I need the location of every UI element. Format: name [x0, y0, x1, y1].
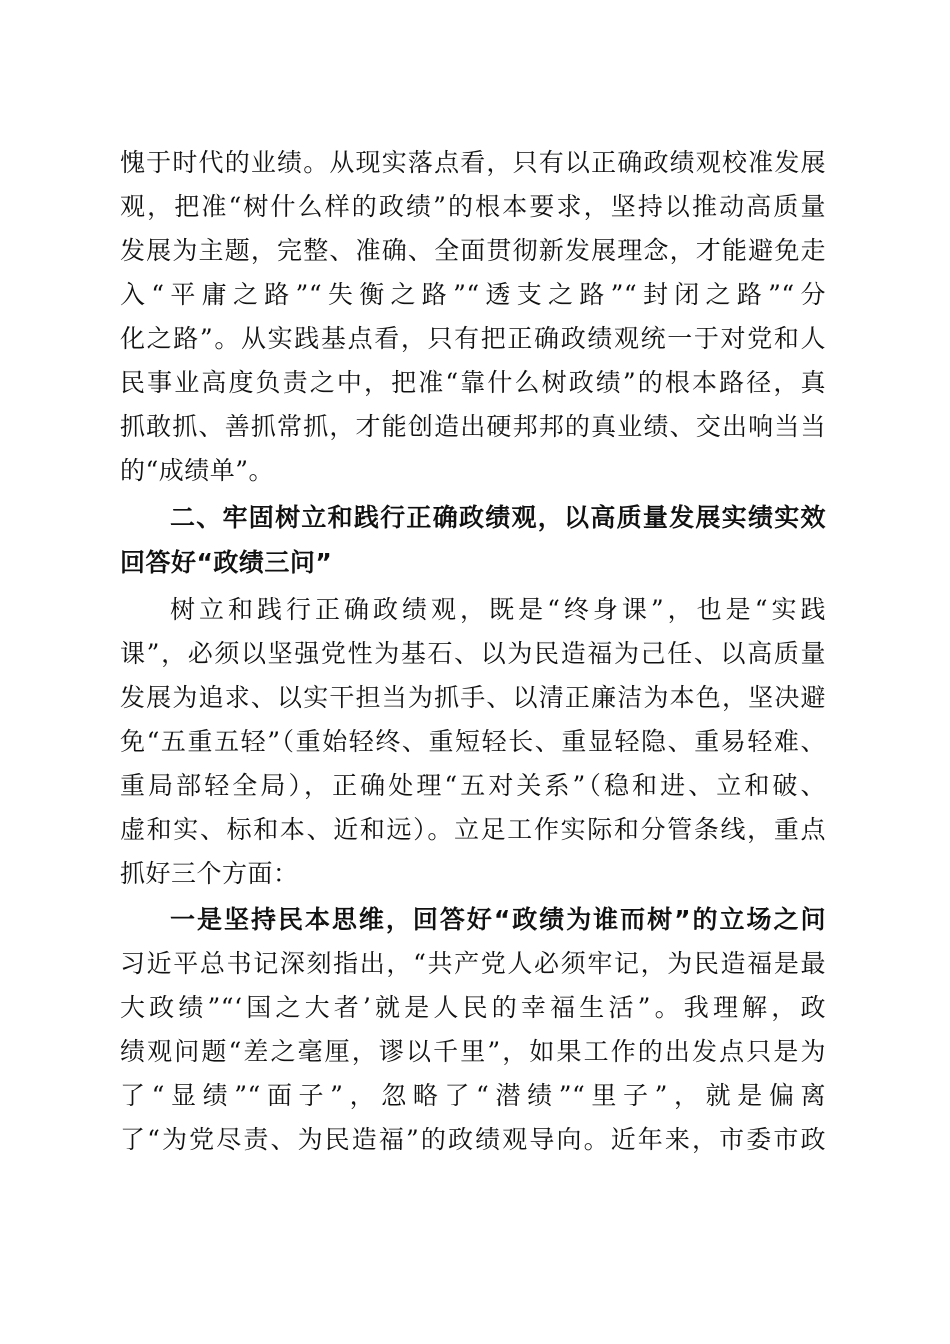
- section-heading: 二、牢固树立和践行正确政绩观，以高质量发展实绩实效: [170, 503, 826, 532]
- body-line: 发展为追求、以实干担当为抓手、以清正廉洁为本色，坚决避: [120, 683, 826, 712]
- body-line: 大政绩”“‘国之大者’就是人民的幸福生活”。我理解，政: [120, 993, 826, 1022]
- body-line: 虚和实、标和本、近和远）。立足工作实际和分管条线，重点: [120, 815, 826, 844]
- body-line: 树立和践行正确政绩观，既是“终身课”，也是“实践: [170, 595, 826, 624]
- body-line: 绩观问题“差之毫厘，谬以千里”，如果工作的出发点只是为: [120, 1037, 826, 1066]
- body-line: 重局部轻全局），正确处理“五对关系”（稳和进、立和破、: [120, 771, 826, 800]
- body-line: 免“五重五轻”（重始轻终、重短轻长、重显轻隐、重易轻难、: [120, 727, 826, 756]
- body-line: 了“为党尽责、为民造福”的政绩观导向。近年来，市委市政: [120, 1125, 826, 1154]
- section-heading: 回答好“政绩三问”: [120, 548, 333, 577]
- body-line: 愧于时代的业绩。从现实落点看，只有以正确政绩观校准发展: [120, 148, 826, 177]
- body-line: 民事业高度负责之中，把准“靠什么树政绩”的根本路径，真: [120, 368, 826, 397]
- body-line: 抓好三个方面：: [120, 859, 299, 888]
- body-line: 观，把准“树什么样的政绩”的根本要求，坚持以推动高质量: [120, 192, 826, 221]
- body-line: 发展为主题，完整、准确、全面贯彻新发展理念，才能避免走: [120, 236, 826, 265]
- body-line: 课”，必须以坚强党性为基石、以为民造福为己任、以高质量: [120, 639, 826, 668]
- body-line: 了“显绩”“面子”，忽略了“潜绩”“里子”，就是偏离: [120, 1081, 826, 1110]
- body-line: 习近平总书记深刻指出，“共产党人必须牢记，为民造福是最: [120, 949, 826, 978]
- body-line: 化之路”。从实践基点看，只有把正确政绩观统一于对党和人: [120, 324, 826, 353]
- body-line: 的“成绩单”。: [120, 456, 275, 485]
- body-line: 抓敢抓、善抓常抓，才能创造出硬邦邦的真业绩、交出响当当: [120, 412, 826, 441]
- subsection-heading: 一是坚持民本思维，回答好“政绩为谁而树”的立场之问: [170, 905, 826, 934]
- body-line: 入“平庸之路”“失衡之路”“透支之路”“封闭之路”“分: [120, 280, 826, 309]
